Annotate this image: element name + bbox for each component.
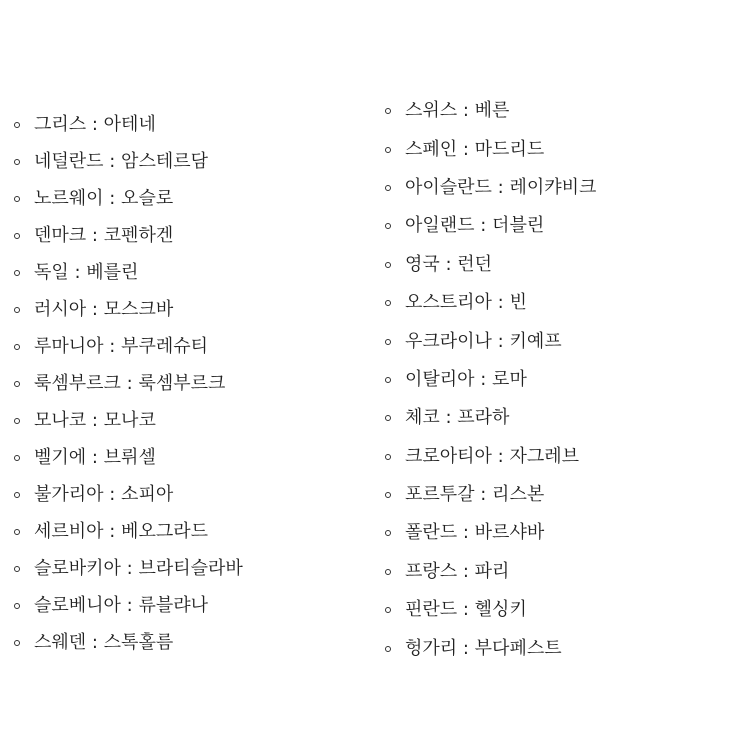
list-item-text: 세르비아 : 베오그라드: [34, 520, 208, 542]
list-item-text: 포르투갈 : 리스본: [405, 484, 545, 506]
bullet-icon: [14, 455, 20, 461]
list-item: [385, 246, 596, 284]
list-item-text: 영국 : 런던: [405, 253, 493, 275]
bullet-icon: [14, 529, 20, 535]
list-item-text: 스웨덴 : 스톡홀름: [34, 631, 174, 653]
list-item: [14, 624, 243, 661]
bullet-icon: [385, 646, 391, 652]
list-item: [385, 284, 596, 322]
list-item-text: 러시아 : 모스크바: [34, 298, 174, 320]
list-item-text: 슬로바키아 : 브라티슬라바: [34, 557, 243, 579]
bullet-icon: [385, 185, 391, 191]
list-item: [14, 365, 243, 402]
bullet-icon: [385, 377, 391, 383]
list-item-text: 모나코 : 모나코: [34, 409, 156, 431]
list-item: [385, 591, 596, 629]
bullet-icon: [14, 122, 20, 128]
list-item: [14, 143, 243, 180]
list-item-text: 아이슬란드 : 레이캬비크: [405, 176, 597, 198]
list-item: [14, 106, 243, 143]
bullet-icon: [14, 381, 20, 387]
list-item: [14, 513, 243, 550]
bullet-icon: [385, 262, 391, 268]
list-item: [14, 328, 243, 365]
list-item: [385, 514, 596, 552]
list-item-text: 스페인 : 마드리드: [405, 138, 545, 160]
list-item-text: 루마니아 : 부쿠레슈티: [34, 335, 208, 357]
bullet-icon: [14, 159, 20, 165]
list-item: [385, 92, 596, 130]
list-item: [385, 553, 596, 591]
list-item-text: 프랑스 : 파리: [405, 560, 510, 582]
bullet-icon: [385, 530, 391, 536]
list-item: [385, 399, 596, 437]
list-item: [385, 207, 596, 245]
list-item-text: 오스트리아 : 빈: [405, 292, 527, 314]
bullet-icon: [385, 569, 391, 575]
bullet-icon: [14, 344, 20, 350]
bullet-icon: [385, 223, 391, 229]
bullet-icon: [14, 418, 20, 424]
bullet-icon: [14, 566, 20, 572]
list-item-text: 스위스 : 베른: [405, 100, 510, 122]
list-item: [14, 291, 243, 328]
bullet-icon: [14, 270, 20, 276]
list-item-text: 룩셈부르크 : 룩셈부르크: [34, 372, 226, 394]
list-item-text: 덴마크 : 코펜하겐: [34, 224, 174, 246]
list-item: [14, 254, 243, 291]
bullet-icon: [14, 492, 20, 498]
bullet-icon: [14, 640, 20, 646]
list-item-text: 독일 : 베를린: [34, 261, 139, 283]
list-item: [385, 130, 596, 168]
list-item-text: 우크라이나 : 키예프: [405, 330, 562, 352]
list-item-text: 벨기에 : 브뤼셀: [34, 446, 156, 468]
list-item-text: 크로아티아 : 자그레브: [405, 445, 579, 467]
bullet-icon: [14, 307, 20, 313]
bullet-icon: [14, 196, 20, 202]
list-item: [14, 439, 243, 476]
list-item-text: 핀란드 : 헬싱키: [405, 599, 527, 621]
list-item-text: 불가리아 : 소피아: [34, 483, 174, 505]
list-item: [14, 402, 243, 439]
list-item-text: 이탈리아 : 로마: [405, 368, 527, 390]
bullet-icon: [385, 300, 391, 306]
list-item: [14, 180, 243, 217]
bullet-icon: [385, 415, 391, 421]
list-item-text: 네덜란드 : 암스테르담: [34, 150, 208, 172]
list-item: [385, 629, 596, 667]
bullet-icon: [14, 233, 20, 239]
bullet-icon: [385, 339, 391, 345]
bullet-icon: [14, 603, 20, 609]
bullet-icon: [385, 108, 391, 114]
list-item: [14, 587, 243, 624]
list-item: [385, 169, 596, 207]
list-item-text: 그리스 : 아테네: [34, 113, 156, 135]
list-item: [14, 476, 243, 513]
list-item-text: 폴란드 : 바르샤바: [405, 522, 545, 544]
bullet-icon: [385, 147, 391, 153]
list-item-text: 헝가리 : 부다페스트: [405, 637, 562, 659]
list-item: [385, 361, 596, 399]
bullet-icon: [385, 607, 391, 613]
bullet-icon: [385, 454, 391, 460]
list-item: [385, 438, 596, 476]
list-item: [385, 476, 596, 514]
list-item-text: 체코 : 프라하: [405, 407, 510, 429]
list-item: [385, 322, 596, 360]
list-item-text: 슬로베니아 : 류블랴나: [34, 594, 208, 616]
list-item-text: 노르웨이 : 오슬로: [34, 187, 174, 209]
list-item: [14, 550, 243, 587]
right-column-list: [385, 92, 596, 668]
left-column-list: [14, 106, 243, 661]
bullet-icon: [385, 492, 391, 498]
list-item: [14, 217, 243, 254]
list-item-text: 아일랜드 : 더블린: [405, 215, 545, 237]
